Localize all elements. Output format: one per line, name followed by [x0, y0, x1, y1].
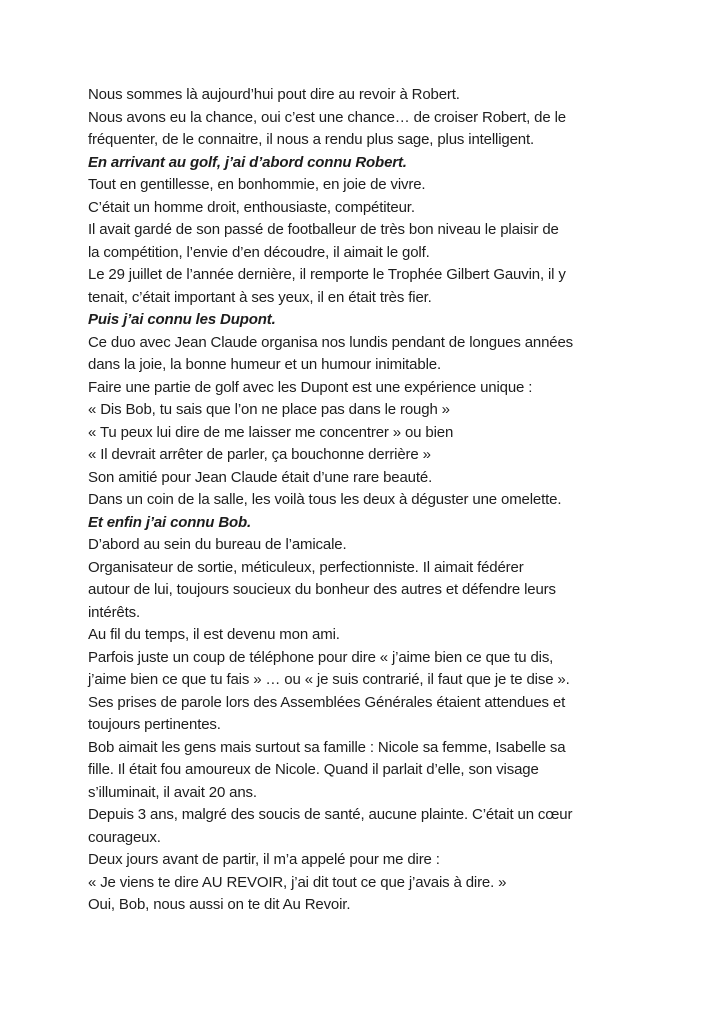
text-line: Parfois juste un coup de téléphone pour dire « j’aime bien ce que tu dis, [88, 648, 554, 666]
text-line: Il avait gardé de son passé de footballeur de très bon niveau le plaisir de [88, 221, 559, 238]
text-line: toujours pertinentes. [88, 716, 221, 733]
text-line: D’abord au sein du bureau de l’amicale. [88, 536, 347, 553]
text-line: dans la joie, la bonne humeur et un humour inimitable. [88, 356, 441, 373]
text-line: Faire une partie de golf avec les Dupont est une expérience unique : [88, 378, 533, 396]
text-line: la compétition, l’envie d’en découdre, il aimait le golf. [88, 243, 430, 261]
text-line: Depuis 3 ans, malgré des soucis de santé, aucune plainte. C’était un cœur [88, 806, 573, 823]
text-line: Et enfin j’ai connu Bob. [88, 513, 252, 531]
text-line: j’aime bien ce que tu fais » … ou « je suis contrarié, il faut que je te dise ». [88, 671, 570, 688]
text-line: En arrivant au golf, j’ai d’abord connu Robert. [88, 153, 407, 171]
text-line: fille. Il était fou amoureux de Nicole. Quand il parlait d’elle, son visage [88, 761, 539, 778]
text-line: Tout en gentillesse, en bonhommie, en joie de vivre. [88, 176, 426, 193]
text-line: Organisateur de sortie, méticuleux, perfectionniste. Il aimait fédérer [88, 558, 524, 576]
text-line: autour de lui, toujours soucieux du bonheur des autres et défendre leurs [88, 581, 556, 598]
text-line: Deux jours avant de partir, il m’a appelé pour me dire : [88, 851, 440, 868]
text-line: tenait, c’était important à ses yeux, il en était très fier. [88, 288, 432, 306]
document-text [88, 84, 668, 917]
text-line: Son amitié pour Jean Claude était d’une rare beauté. [88, 468, 433, 486]
text-line: s’illuminait, il avait 20 ans. [88, 783, 257, 801]
text-line: Au fil du temps, il est devenu mon ami. [88, 626, 340, 643]
text-line: Nous avons eu la chance, oui c’est une chance… de croiser Robert, de le [88, 108, 566, 126]
text-line: Oui, Bob, nous aussi on te dit Au Revoir. [88, 896, 351, 913]
text-line: « Dis Bob, tu sais que l’on ne place pas dans le rough » [88, 401, 450, 418]
text-line: Puis j’ai connu les Dupont. [88, 311, 276, 328]
text-line: « Il devrait arrêter de parler, ça bouchonne derrière » [88, 446, 431, 463]
text-line: C’était un homme droit, enthousiaste, compétiteur. [88, 198, 415, 216]
text-line: courageux. [88, 828, 161, 846]
text-line: « Tu peux lui dire de me laisser me concentrer » ou bien [88, 423, 454, 441]
text-line: Nous sommes là aujourd’hui pout dire au revoir à Robert. [88, 86, 460, 103]
text-line: Dans un coin de la salle, les voilà tous les deux à déguster une omelette. [88, 491, 562, 508]
text-line: Ce duo avec Jean Claude organisa nos lundis pendant de longues années [88, 333, 574, 351]
text-line: Ses prises de parole lors des Assemblées Générales étaient attendues et [88, 693, 566, 711]
text-line: Bob aimait les gens mais surtout sa famille : Nicole sa femme, Isabelle sa [88, 738, 566, 756]
text-line: intérêts. [88, 603, 141, 621]
text-line: « Je viens te dire AU REVOIR, j’ai dit tout ce que j’avais à dire. » [88, 873, 507, 891]
text-line: fréquenter, de le connaitre, il nous a rendu plus sage, plus intelligent. [88, 131, 535, 148]
text-line: Le 29 juillet de l’année dernière, il remporte le Trophée Gilbert Gauvin, il y [88, 266, 566, 283]
